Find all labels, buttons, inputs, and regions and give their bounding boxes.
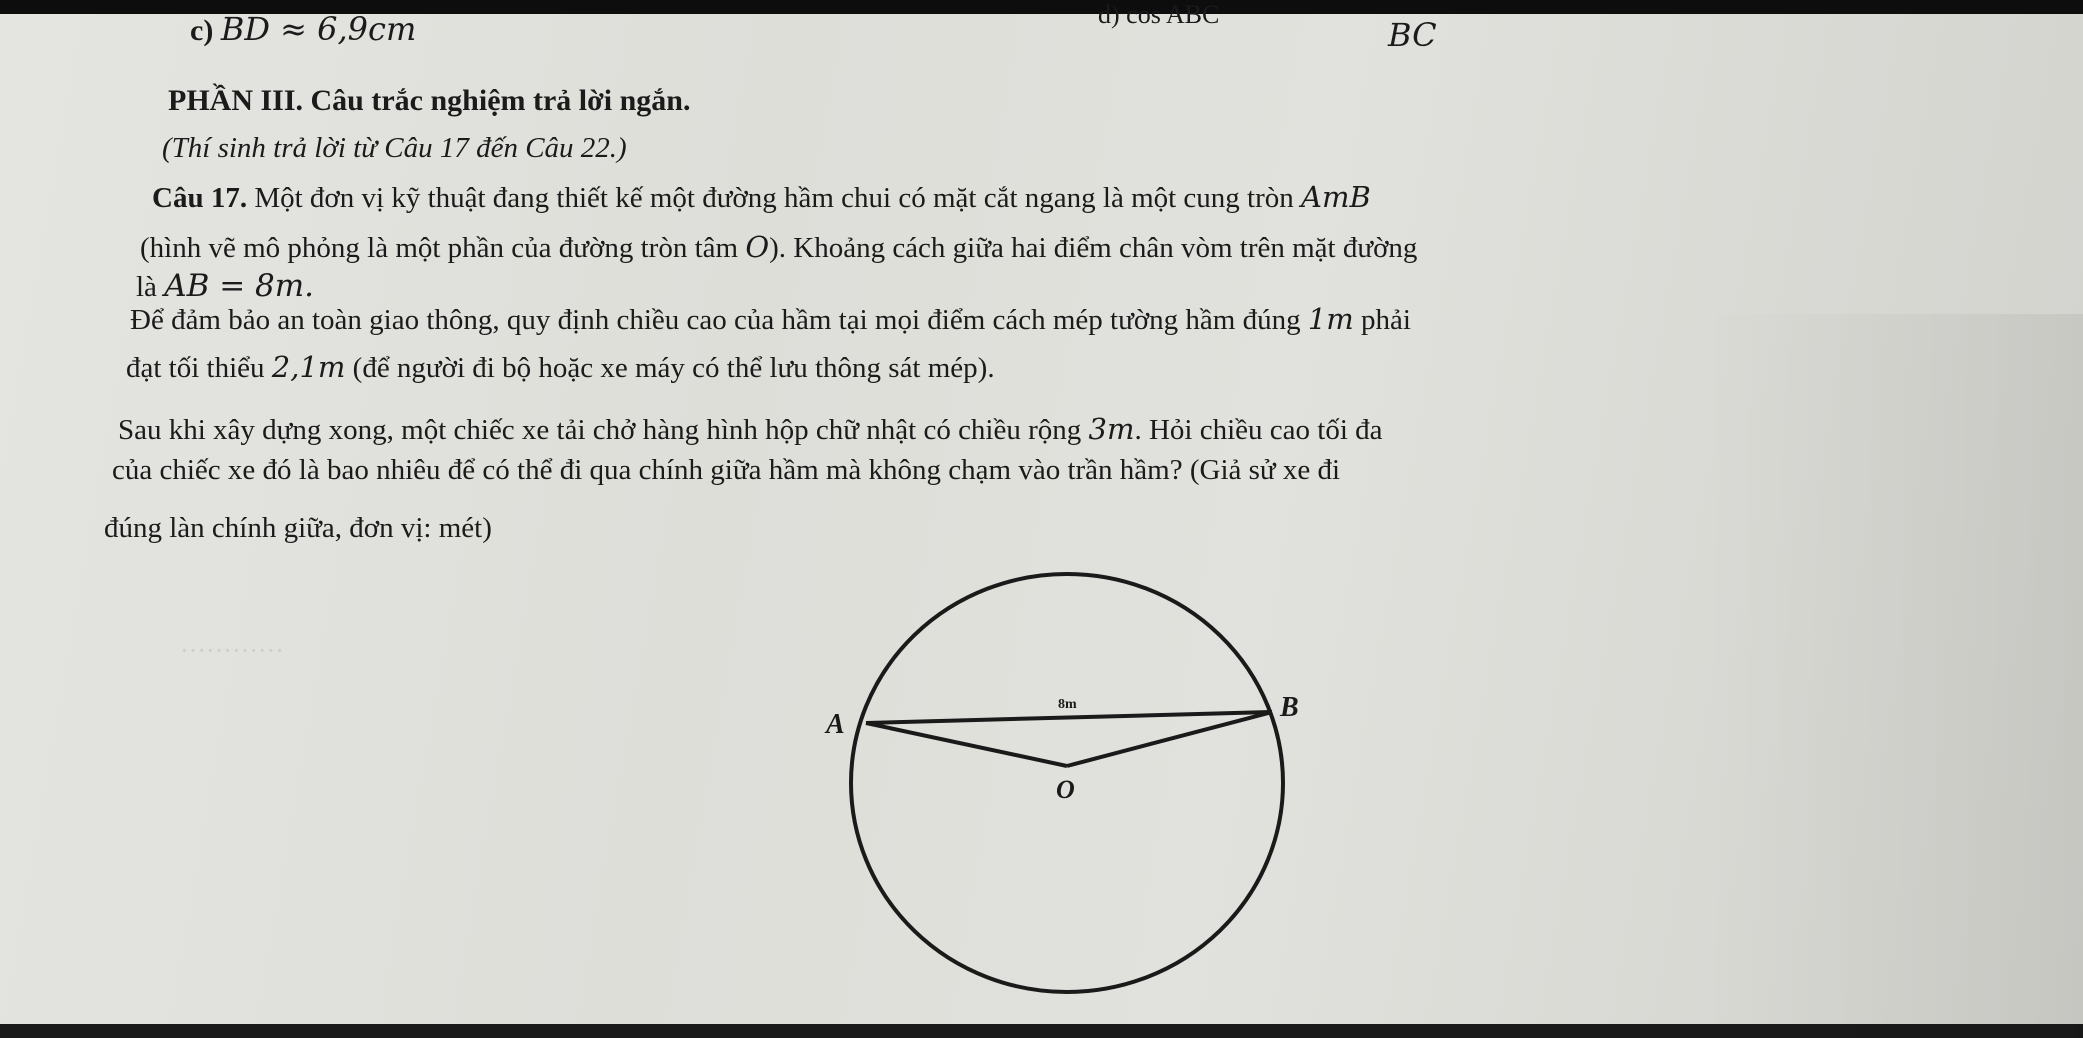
segment-ob <box>1067 712 1272 766</box>
question-line-2: (hình vẽ mô phỏng là một phần của đường tròn tâm O). Khoảng cách giữa hai điểm chân vòm trên mặt đường <box>140 230 1418 264</box>
question-line-3: là AB = 8m. <box>136 268 315 304</box>
question-line-1: Câu 17. Một đơn vị kỹ thuật đang thiết kế một đường hầm chui có mặt cắt ngang là một cung tròn AmB <box>152 180 1371 214</box>
question-line-6: Sau khi xây dựng xong, một chiếc xe tải chở hàng hình hộp chữ nhật có chiều rộng 3m. Hỏi chiều cao tối đa <box>118 412 1383 446</box>
question-line-8: đúng làn chính giữa, đơn vị: mét) <box>104 512 492 544</box>
chord-ab <box>866 712 1272 723</box>
section-title: PHẦN III. Câu trắc nghiệm trả lời ngắn. <box>168 84 691 117</box>
question-line-5: đạt tối thiểu 2,1m (để người đi bộ hoặc xe máy có thể lưu thông sát mép). <box>126 350 995 384</box>
question-line-4: Để đảm bảo an toàn giao thông, quy định chiều cao của hầm tại mọi điểm cách mép tường hầm đúng 1m phải <box>130 302 1411 336</box>
label-a: A <box>826 709 845 740</box>
bleed-through-text: ············ <box>180 636 284 665</box>
segment-oa <box>866 723 1067 766</box>
label-b: B <box>1280 692 1299 723</box>
top-right-fragment: BC <box>1388 16 1437 54</box>
label-o: O <box>1056 775 1075 804</box>
section-instruction: (Thí sinh trả lời từ Câu 17 đến Câu 22.) <box>162 132 627 164</box>
question-line-7: của chiếc xe đó là bao nhiêu để có thể đi qua chính giữa hầm mà không chạm vào trần hầm? (Giả sử xe đi <box>112 454 1341 486</box>
item-c-answer: c) BD ≈ 6,9cm <box>190 10 417 48</box>
label-ab-length: 8m <box>1058 697 1077 712</box>
item-c-math: BD ≈ 6,9cm <box>220 10 417 48</box>
